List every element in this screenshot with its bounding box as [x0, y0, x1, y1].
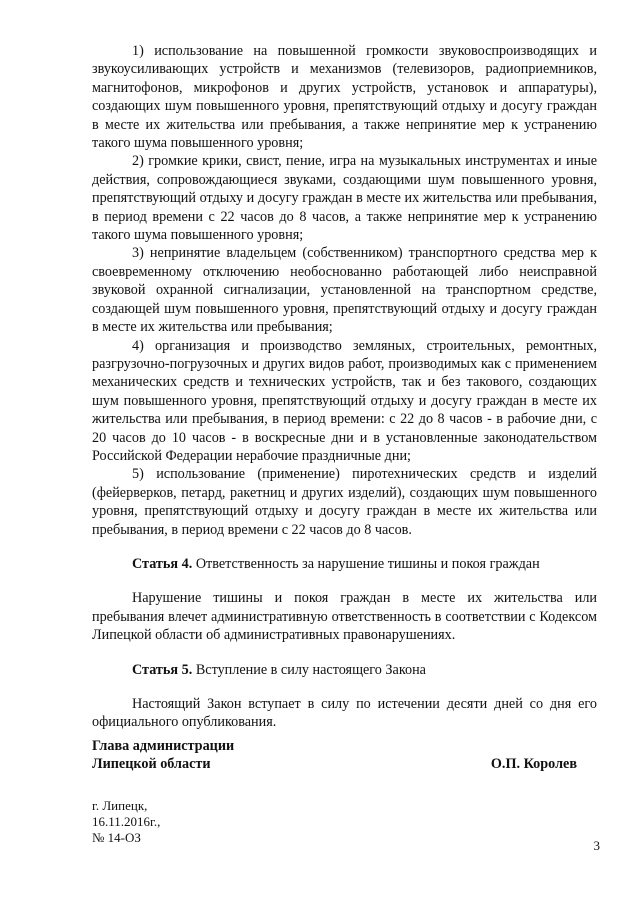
article-5-text: Настоящий Закон вступает в силу по истечении десяти дней со дня его официального опубликования. [92, 696, 597, 731]
meta-city: г. Липецк, [92, 798, 148, 813]
page-number: 3 [593, 838, 600, 853]
signatory-name: О.П. Королев [490, 756, 577, 772]
meta-number: № 14-ОЗ [92, 830, 141, 845]
signature-position-line2: Липецкой области [92, 756, 211, 772]
meta-date: 16.11.2016г., [92, 814, 161, 829]
document-meta [92, 798, 160, 846]
article-5-heading [92, 661, 597, 679]
article-5-label: Статья 5. [132, 661, 193, 678]
signature-block [92, 737, 597, 773]
article-4-heading [92, 555, 597, 573]
document-body [92, 42, 597, 732]
article-4-label: Статья 4. [132, 555, 193, 572]
article-4-text: Нарушение тишины и покоя граждан в месте их жительства или пребывания влечет административную ответственность в соответствии с Кодексом Липецкой области об административных правонарушениях. [92, 590, 597, 644]
list-item-4: 4) организация и производство земляных, строительных, ремонтных, разгрузочно-погрузочных и других видов работ, производимых как с применением механических средств и технических устройств, так и без такового, создающих шум повышенного уровня, препятствующий отдыху и досугу граждан в месте их жительства или пребывания, в период времени: с 22 до 8 часов - в рабочие дни, с 20 часов до 10 часов - в воскресные дни и в установленные законодательством Российской Федерации нерабочие праздничные дни; [92, 337, 597, 464]
list-item-3: 3) непринятие владельцем (собственником) транспортного средства мер к своевременному отключению необоснованно работающей либо неисправной звуковой охранной сигнализации, установленной на транспортном средстве, создающей шум повышенного уровня, препятствующий отдыху и досугу граждан в месте их жительства или пребывания; [92, 245, 597, 336]
signature-position-line1: Глава администрации [92, 738, 235, 754]
list-item-1: 1) использование на повышенной громкости звуковоспроизводящих и звукоусиливающих устройств и механизмов (телевизоров, радиоприемников, магнитофонов, микрофонов и других устройств, установок и аппаратуры), создающих шум повышенного уровня, препятствующий отдыху и досугу граждан в месте их жительства или пребывания, а также непринятие мер к устранению такого шума повышенного уровня; [92, 43, 597, 152]
list-item-2: 2) громкие крики, свист, пение, игра на музыкальных инструментах и иные действия, сопровождающиеся звуками, создающими шум повышенного уровня, препятствующий отдыху и досугу граждан в месте их жительства или пребывания, в период времени с 22 часов до 8 часов, а также непринятие мер к устранению такого шума повышенного уровня; [92, 153, 597, 244]
article-4-title: Ответственность за нарушение тишины и покоя граждан [195, 555, 540, 572]
list-item-5: 5) использование (применение) пиротехнических средств и изделий (фейерверков, петард, ракетниц и других изделий), создающих шум повышенного уровня, препятствующий отдыху и досугу граждан в месте их жительства или пребывания, в период времени с 22 часов до 8 часов. [92, 466, 597, 538]
signature-row [92, 755, 597, 773]
article-5-title: Вступление в силу настоящего Закона [195, 661, 426, 678]
